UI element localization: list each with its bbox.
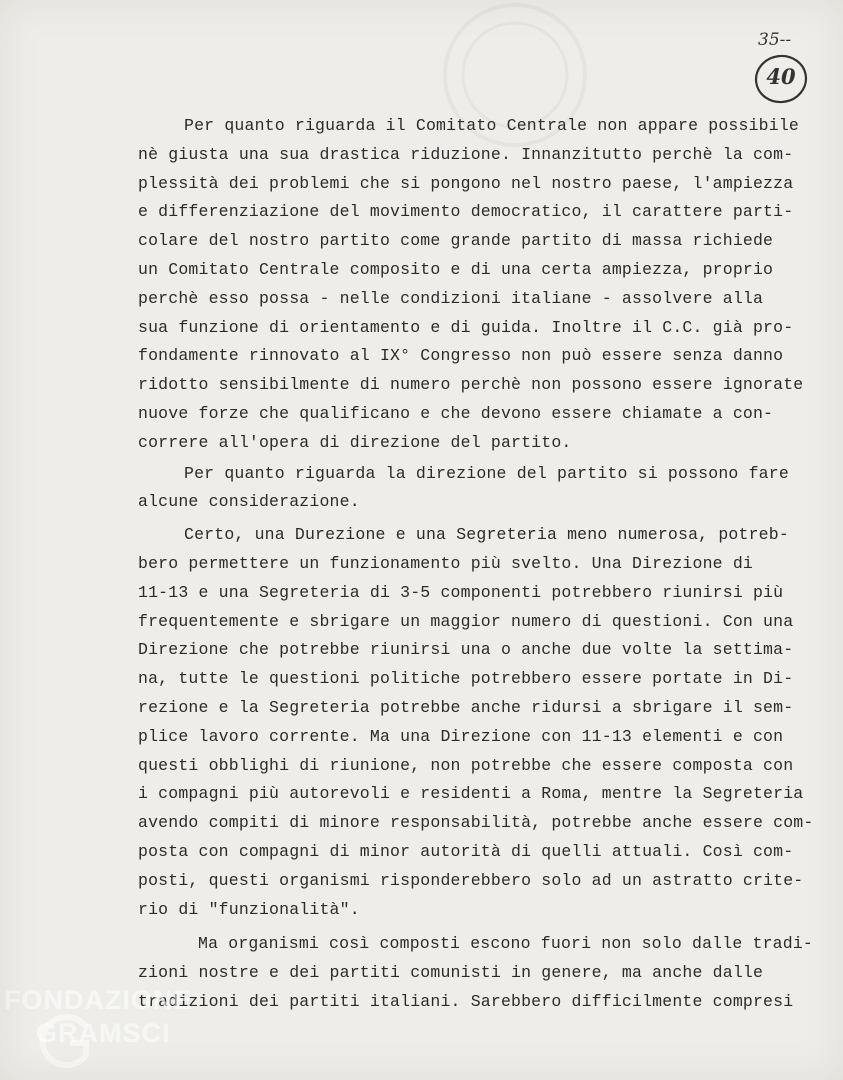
folio-number: 40 [766, 64, 796, 89]
text-line: Per quanto riguarda la direzione del partito si possono fare [184, 463, 789, 483]
text-line: e differenziazione del movimento democratico, il carattere parti- [138, 202, 794, 222]
text-line: ridotto sensibilmente di numero perchè non possono essere ignorate [138, 375, 804, 395]
text-line: posta con compagni di minor autorità di quelli attuali. Così com- [138, 841, 794, 861]
text-line: 11-13 e una Segreteria di 3-5 componenti potrebbero riunirsi più [138, 582, 784, 602]
text-line: un Comitato Centrale composito e di una certa ampiezza, proprio [138, 259, 774, 279]
text-line: na, tutte le questioni politiche potrebbero essere portate in Di- [138, 669, 794, 689]
text-line: plice lavoro corrente. Ma una Direzione con 11-13 elementi e con [138, 726, 784, 746]
text-line: correre all'opera di direzione del partito. [138, 432, 572, 452]
text-line: colare del nostro partito come grande partito di massa richiede [138, 231, 774, 251]
watermark-line-1: FONDAZIONE [4, 985, 193, 1015]
text-line: i compagni più autorevoli e residenti a Roma, mentre la Segreteria [138, 784, 804, 804]
text-line: plessità dei problemi che si pongono nel nostro paese, l'ampiezza [138, 173, 794, 193]
text-line: nè giusta una sua drastica riduzione. Innanzitutto perchè la com- [138, 144, 794, 164]
typewritten-text [138, 112, 828, 1017]
text-line: questi obblighi di riunione, non potrebbe che essere composta con [138, 755, 794, 775]
text-line: posti, questi organismi risponderebbero solo ad un astratto crite- [138, 870, 804, 890]
text-line: rio di "funzionalità". [138, 899, 360, 919]
text-line: zioni nostre e dei partiti comunisti in genere, ma anche dalle [138, 963, 764, 983]
text-line: Certo, una Durezione e una Segreteria meno numerosa, potreb- [184, 525, 789, 545]
watermark-line-2: GRAMSCI [36, 1018, 171, 1048]
text-line: nuove forze che qualificano e che devono essere chiamate a con- [138, 403, 774, 423]
text-line: fondamente rinnovato al IX° Congresso non può essere senza danno [138, 346, 784, 366]
handwritten-page-number: 35-- [758, 30, 792, 50]
text-line: Per quanto riguarda il Comitato Centrale non appare possibile [184, 116, 799, 135]
text-line: avendo compiti di minore responsabilità, potrebbe anche essere com- [138, 813, 814, 833]
text-line: alcune considerazione. [138, 492, 360, 512]
text-line: bero permettere un funzionamento più svelto. Una Direzione di [138, 553, 753, 573]
text-line: perchè esso possa - nelle condizioni italiane - assolvere alla [138, 288, 764, 308]
text-line: frequentemente e sbrigare un maggior numero di questioni. Con una [138, 611, 794, 631]
text-line: rezione e la Segreteria potrebbe anche ridursi a sbrigare il sem- [138, 697, 794, 717]
text-line: sua funzione di orientamento e di guida. Inoltre il C.C. già pro- [138, 317, 794, 337]
text-line: Ma organismi così composti escono fuori non solo dalle tradi- [198, 934, 813, 954]
text-line: Direzione che potrebbe riunirsi una o anche due volte la settima- [138, 640, 794, 660]
watermark-g-icon [34, 1013, 94, 1069]
text-line: tradizioni dei partiti italiani. Sarebbero difficilmente compresi [138, 991, 794, 1011]
